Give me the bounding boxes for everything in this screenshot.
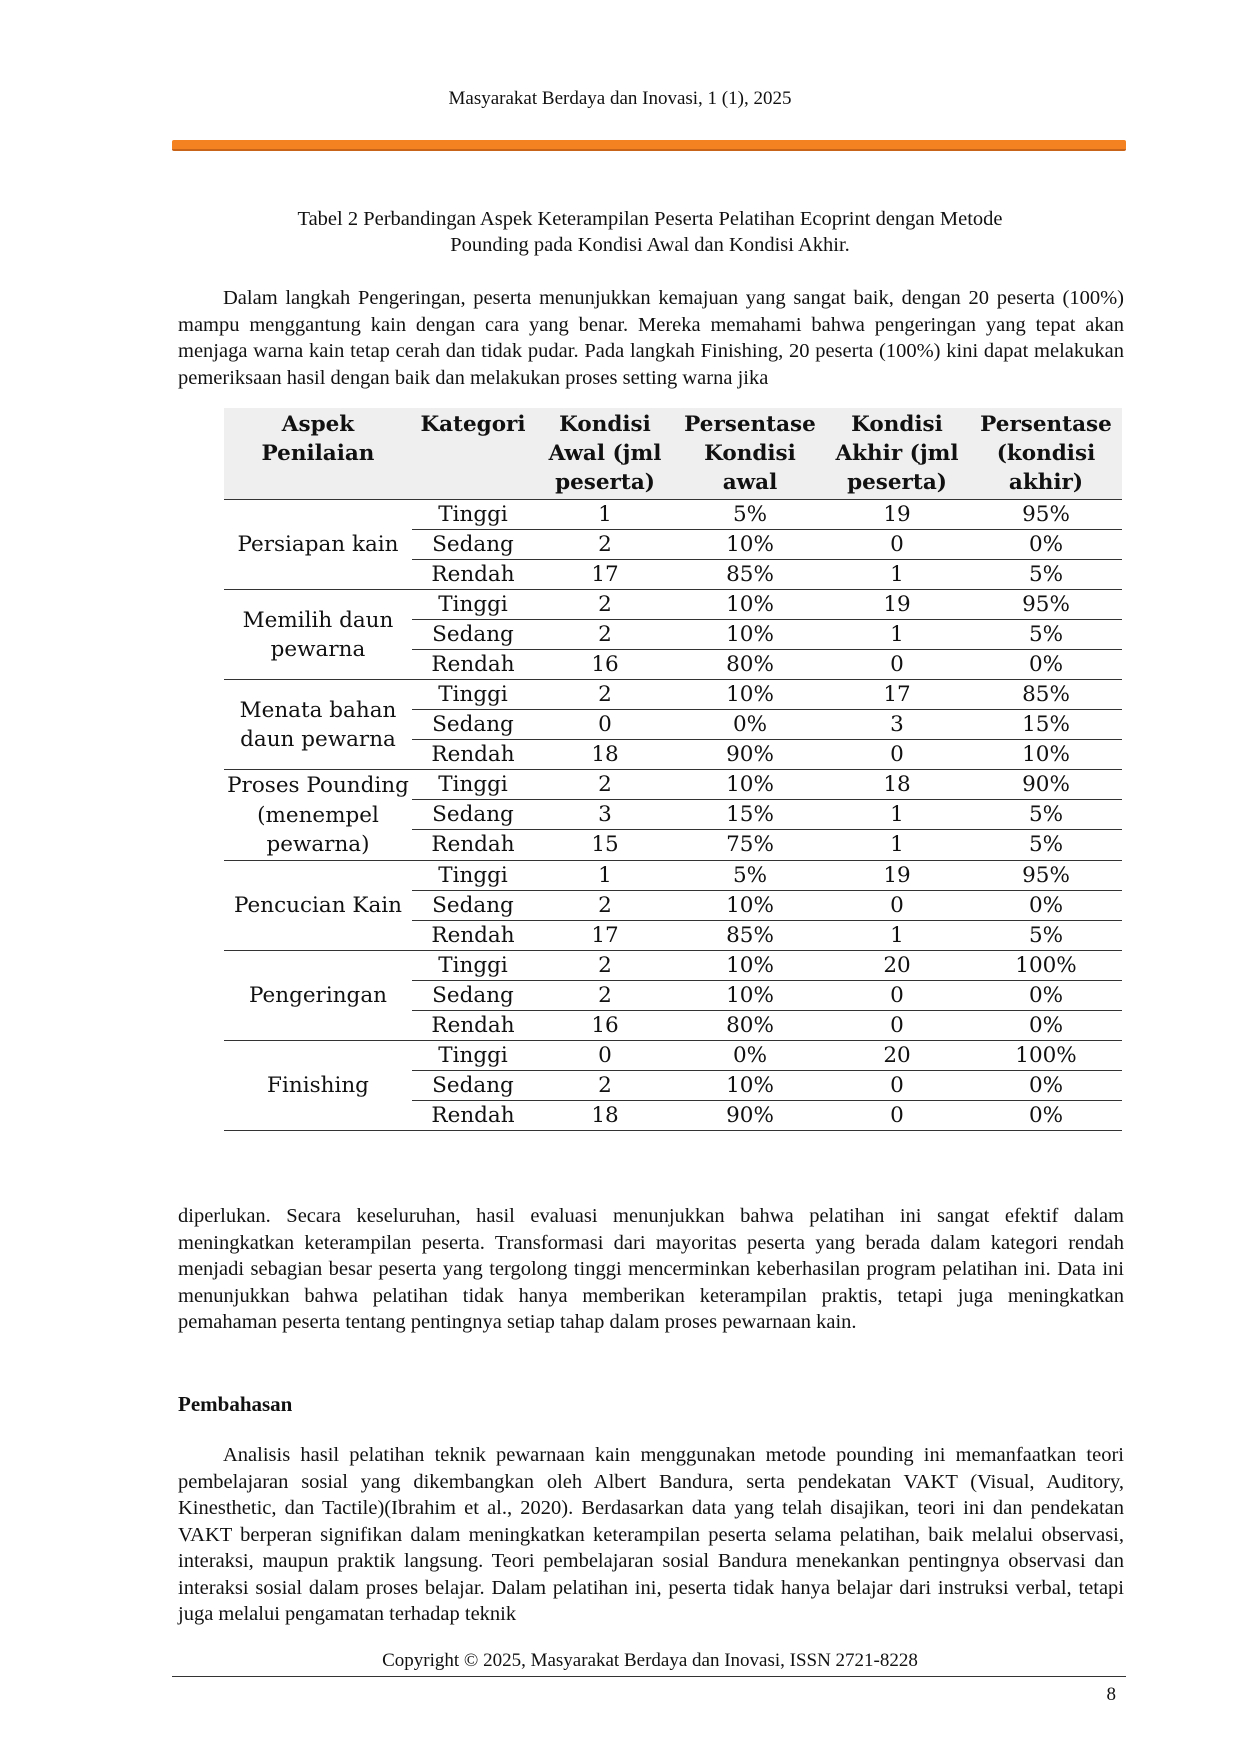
kategori-cell: Tinggi (412, 1040, 534, 1070)
persentase-akhir-cell: 0% (970, 530, 1122, 560)
kategori-cell: Tinggi (412, 680, 534, 710)
kategori-cell: Rendah (412, 740, 534, 770)
kondisi-akhir-cell: 18 (824, 770, 970, 800)
table-row (224, 1040, 1122, 1070)
kondisi-akhir-cell: 19 (824, 590, 970, 620)
kondisi-awal-cell: 16 (534, 650, 676, 680)
header-kategori: Kategori (412, 408, 534, 500)
persentase-akhir-cell: 0% (970, 980, 1122, 1010)
persentase-awal-cell: 0% (676, 1040, 824, 1070)
section-heading: Pembahasan (178, 1392, 293, 1416)
table-row (224, 860, 1122, 890)
kondisi-akhir-cell: 0 (824, 1010, 970, 1040)
kondisi-awal-cell: 1 (534, 860, 676, 890)
kondisi-awal-cell: 0 (534, 710, 676, 740)
kondisi-akhir-cell: 19 (824, 860, 970, 890)
persentase-akhir-cell: 100% (970, 950, 1122, 980)
paragraph-1: Dalam langkah Pengeringan, peserta menunjukkan kemajuan yang sangat baik, dengan 20 peserta (100%) mampu menggantung kain dengan cara yang benar. Mereka memahami bahwa pengeringan yang tepat akan menjaga warna kain tetap cerah dan tidak pudar. Pada langkah Finishing, 20 peserta (100%) kini dapat melakukan pemeriksaan hasil dengan baik dan melakukan proses setting warna jika (178, 287, 1124, 389)
aspect-cell: Finishing (224, 1040, 412, 1130)
kondisi-akhir-cell: 1 (824, 620, 970, 650)
kategori-cell: Rendah (412, 650, 534, 680)
table-row (224, 770, 1122, 800)
kategori-cell: Tinggi (412, 500, 534, 530)
kondisi-akhir-cell: 0 (824, 980, 970, 1010)
header-aspek: Aspek Penilaian (224, 408, 412, 500)
persentase-awal-cell: 0% (676, 710, 824, 740)
persentase-akhir-cell: 5% (970, 830, 1122, 860)
footer-copyright: Copyright © 2025, Masyarakat Berdaya dan Inovasi, ISSN 2721-8228 (382, 1650, 918, 1671)
kategori-cell: Sedang (412, 980, 534, 1010)
kondisi-awal-cell: 2 (534, 980, 676, 1010)
persentase-awal-cell: 10% (676, 890, 824, 920)
persentase-awal-cell: 90% (676, 1100, 824, 1130)
kategori-cell: Rendah (412, 1100, 534, 1130)
kondisi-awal-cell: 17 (534, 560, 676, 590)
aspect-cell: Pencucian Kain (224, 860, 412, 950)
kondisi-akhir-cell: 0 (824, 890, 970, 920)
kondisi-awal-cell: 2 (534, 680, 676, 710)
persentase-akhir-cell: 95% (970, 590, 1122, 620)
kondisi-awal-cell: 2 (534, 950, 676, 980)
kategori-cell: Rendah (412, 920, 534, 950)
kondisi-akhir-cell: 20 (824, 1040, 970, 1070)
persentase-akhir-cell: 5% (970, 920, 1122, 950)
aspect-cell: Memilih daun pewarna (224, 590, 412, 680)
journal-header: Masyarakat Berdaya dan Inovasi, 1 (1), 2025 (448, 88, 792, 109)
persentase-awal-cell: 75% (676, 830, 824, 860)
table-row (224, 590, 1122, 620)
persentase-awal-cell: 10% (676, 590, 824, 620)
kategori-cell: Sedang (412, 890, 534, 920)
kondisi-akhir-cell: 0 (824, 740, 970, 770)
kondisi-awal-cell: 17 (534, 920, 676, 950)
kondisi-akhir-cell: 1 (824, 800, 970, 830)
footer-rule (172, 1676, 1126, 1677)
persentase-akhir-cell: 85% (970, 680, 1122, 710)
persentase-awal-cell: 10% (676, 1070, 824, 1100)
kategori-cell: Sedang (412, 1070, 534, 1100)
kondisi-akhir-cell: 3 (824, 710, 970, 740)
table-caption: Tabel 2 Perbandingan Aspek Keterampilan Peserta Pelatihan Ecoprint dengan Metode Pounding pada Kondisi Awal dan Kondisi Akhir. (297, 208, 1003, 256)
kategori-cell: Sedang (412, 530, 534, 560)
header-kondisi-awal: Kondisi Awal (jml peserta) (534, 408, 676, 500)
kategori-cell: Sedang (412, 620, 534, 650)
persentase-akhir-cell: 10% (970, 740, 1122, 770)
persentase-akhir-cell: 5% (970, 800, 1122, 830)
kategori-cell: Tinggi (412, 770, 534, 800)
persentase-akhir-cell: 95% (970, 860, 1122, 890)
persentase-awal-cell: 15% (676, 800, 824, 830)
persentase-akhir-cell: 0% (970, 1070, 1122, 1100)
kategori-cell: Sedang (412, 710, 534, 740)
kondisi-akhir-cell: 0 (824, 650, 970, 680)
persentase-akhir-cell: 5% (970, 620, 1122, 650)
paragraph-3: Analisis hasil pelatihan teknik pewarnaan kain menggunakan metode pounding ini memanfaatkan teori pembelajaran sosial yang dikembangkan oleh Albert Bandura, serta pendekatan VAKT (Visual, Auditory, Kinesthetic, dan Tactile)(Ibrahim et al., 2020). Berdasarkan data yang telah disajikan, teori ini dan pendekatan VAKT berperan signifikan dalam meningkatkan keterampilan peserta selama pelatihan, baik melalui observasi, interaksi, maupun praktik langsung. Teori pembelajaran sosial Bandura menekankan pentingnya observasi dan interaksi sosial dalam proses belajar. Dalam pelatihan ini, peserta tidak hanya belajar dari instruksi verbal, tetapi juga melalui pengamatan terhadap teknik (178, 1444, 1124, 1625)
header-rule (172, 140, 1126, 151)
persentase-akhir-cell: 90% (970, 770, 1122, 800)
kategori-cell: Rendah (412, 830, 534, 860)
kondisi-awal-cell: 18 (534, 1100, 676, 1130)
persentase-awal-cell: 85% (676, 560, 824, 590)
persentase-awal-cell: 90% (676, 740, 824, 770)
kondisi-awal-cell: 2 (534, 890, 676, 920)
kondisi-awal-cell: 1 (534, 500, 676, 530)
kondisi-awal-cell: 2 (534, 620, 676, 650)
persentase-awal-cell: 5% (676, 860, 824, 890)
kondisi-awal-cell: 2 (534, 1070, 676, 1100)
persentase-akhir-cell: 95% (970, 500, 1122, 530)
persentase-awal-cell: 10% (676, 770, 824, 800)
kategori-cell: Tinggi (412, 860, 534, 890)
persentase-awal-cell: 10% (676, 950, 824, 980)
kondisi-akhir-cell: 0 (824, 1100, 970, 1130)
persentase-akhir-cell: 0% (970, 1100, 1122, 1130)
kondisi-awal-cell: 3 (534, 800, 676, 830)
persentase-akhir-cell: 15% (970, 710, 1122, 740)
kondisi-awal-cell: 16 (534, 1010, 676, 1040)
table-row (224, 950, 1122, 980)
kategori-cell: Tinggi (412, 950, 534, 980)
kondisi-awal-cell: 2 (534, 590, 676, 620)
header-kondisi-akhir: Kondisi Akhir (jml peserta) (824, 408, 970, 500)
persentase-akhir-cell: 5% (970, 560, 1122, 590)
aspect-cell: Proses Pounding (menempel pewarna) (224, 770, 412, 861)
kondisi-akhir-cell: 1 (824, 920, 970, 950)
kondisi-akhir-cell: 17 (824, 680, 970, 710)
comparison-table (224, 408, 1122, 1131)
header-persentase-akhir: Persentase (kondisi akhir) (970, 408, 1122, 500)
kondisi-awal-cell: 2 (534, 770, 676, 800)
kondisi-akhir-cell: 0 (824, 1070, 970, 1100)
aspect-cell: Menata bahan daun pewarna (224, 680, 412, 770)
aspect-cell: Persiapan kain (224, 500, 412, 590)
table-row (224, 500, 1122, 530)
persentase-akhir-cell: 100% (970, 1040, 1122, 1070)
persentase-awal-cell: 80% (676, 650, 824, 680)
kondisi-akhir-cell: 1 (824, 830, 970, 860)
table-header-row (224, 408, 1122, 500)
kondisi-akhir-cell: 1 (824, 560, 970, 590)
kondisi-awal-cell: 18 (534, 740, 676, 770)
kondisi-akhir-cell: 20 (824, 950, 970, 980)
header-persentase-awal: Persentase Kondisi awal (676, 408, 824, 500)
kondisi-akhir-cell: 19 (824, 500, 970, 530)
persentase-awal-cell: 10% (676, 620, 824, 650)
aspect-cell: Pengeringan (224, 950, 412, 1040)
persentase-akhir-cell: 0% (970, 890, 1122, 920)
persentase-akhir-cell: 0% (970, 650, 1122, 680)
persentase-awal-cell: 85% (676, 920, 824, 950)
paragraph-2: diperlukan. Secara keseluruhan, hasil evaluasi menunjukkan bahwa pelatihan ini sangat efektif dalam meningkatkan keterampilan peserta. Transformasi dari mayoritas peserta yang berada dalam kategori rendah menjadi sebagian besar peserta yang tergolong tinggi mencerminkan keberhasilan program pelatihan ini. Data ini menunjukkan bahwa pelatihan tidak hanya memberikan keterampilan praktis, tetapi juga meningkatkan pemahaman peserta tentang pentingnya setiap tahap dalam proses pewarnaan kain. (178, 1205, 1124, 1333)
persentase-awal-cell: 10% (676, 980, 824, 1010)
table-row (224, 680, 1122, 710)
persentase-akhir-cell: 0% (970, 1010, 1122, 1040)
kondisi-awal-cell: 0 (534, 1040, 676, 1070)
page-number: 8 (1106, 1684, 1116, 1705)
persentase-awal-cell: 5% (676, 500, 824, 530)
kategori-cell: Rendah (412, 1010, 534, 1040)
kondisi-awal-cell: 15 (534, 830, 676, 860)
kondisi-awal-cell: 2 (534, 530, 676, 560)
kondisi-akhir-cell: 0 (824, 530, 970, 560)
kategori-cell: Tinggi (412, 590, 534, 620)
persentase-awal-cell: 10% (676, 530, 824, 560)
persentase-awal-cell: 80% (676, 1010, 824, 1040)
persentase-awal-cell: 10% (676, 680, 824, 710)
kategori-cell: Sedang (412, 800, 534, 830)
kategori-cell: Rendah (412, 560, 534, 590)
